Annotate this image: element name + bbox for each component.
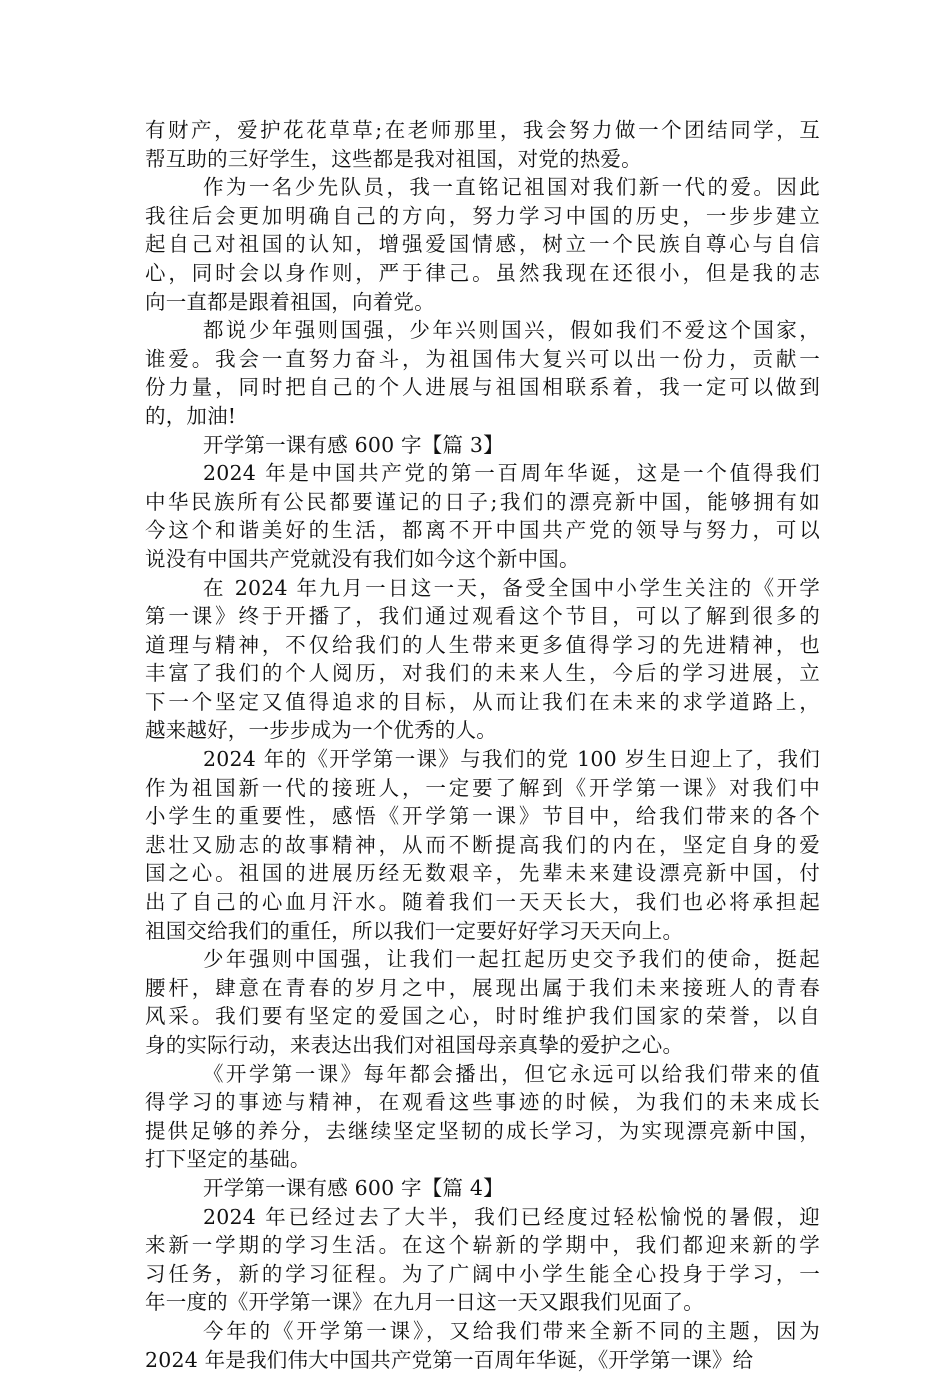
paragraph-line: 的，加油! [145, 403, 237, 428]
paragraph [145, 1060, 820, 1174]
paragraph-line: 来新一学期的学习生活。在这个崭新的学期中，我们都迎来新的学 [145, 1233, 820, 1258]
paragraph [145, 173, 820, 316]
paragraph-line: 都说少年强则国强，少年兴则国兴，假如我们不爱这个国家， [203, 318, 820, 343]
paragraph-line: 作为祖国新一代的接班人，一定要了解到《开学第一课》对我们中 [145, 775, 820, 800]
paragraph-line: 祖国交给我们的重任，所以我们一定要好好学习天天向上。 [145, 918, 684, 943]
paragraph-line: 在 2024 年九月一日这一天，备受全国中小学生关注的《开学 [203, 575, 820, 600]
paragraph-line: 我往后会更加明确自己的方向，努力学习中国的历史，一步步建立 [145, 203, 820, 228]
paragraph-line: 《开学第一课》每年都会播出，但它永远可以给我们带来的值 [203, 1061, 820, 1086]
paragraph-line: 说没有中国共产党就没有我们如今这个新中国。 [145, 546, 580, 571]
paragraph-line: 得学习的事迹与精神，在观看这些事迹的时候，为我们的未来成长 [145, 1090, 820, 1115]
paragraph [145, 574, 820, 746]
paragraph-line: 越来越好，一步步成为一个优秀的人。 [145, 718, 497, 743]
paragraph-line: 谁爱。我会一直努力奋斗，为祖国伟大复兴可以出一份力，贡献一 [145, 346, 820, 371]
paragraph-line: 中华民族所有公民都要谨记的日子;我们的漂亮新中国，能够拥有如 [145, 489, 820, 514]
paragraph-line: 2024 年是我们伟大中国共产党第一百周年华诞，《开学第一课》给 [145, 1347, 754, 1372]
paragraph-line: 2024 年已经过去了大半，我们已经度过轻松愉悦的暑假，迎 [203, 1204, 820, 1229]
section-heading [145, 431, 820, 460]
paragraph [145, 316, 820, 430]
paragraph-line: 帮互助的三好学生，这些都是我对祖国，对党的热爱。 [145, 146, 642, 171]
paragraph-line: 提供足够的养分，去继续坚定坚韧的成长学习，为实现漂亮新中国， [145, 1118, 820, 1143]
paragraph-line: 小学生的重要性，感悟《开学第一课》节目中，给我们带来的各个 [145, 804, 820, 829]
paragraph-line: 向一直都是跟着祖国，向着党。 [145, 289, 435, 314]
paragraph-line: 身的实际行动，来表达出我们对祖国母亲真挚的爱护之心。 [145, 1033, 684, 1057]
paragraph [145, 1317, 820, 1374]
document-body [145, 116, 820, 1374]
paragraph [145, 459, 820, 573]
paragraph [145, 1203, 820, 1317]
paragraph-line: 第一课》终于开播了，我们通过观看这个节目，可以了解到很多的 [145, 604, 820, 629]
paragraph-line: 2024 年的《开学第一课》与我们的党 100 岁生日迎上了，我们 [203, 747, 820, 772]
paragraph-line: 有财产，爱护花花草草;在老师那里，我会努力做一个团结同学，互 [145, 118, 820, 142]
paragraph-line: 丰富了我们的个人阅历，对我们的未来人生，今后的学习进展，立 [145, 661, 820, 686]
paragraph-line: 起自己对祖国的认知，增强爱国情感，树立一个民族自尊心与自信 [145, 232, 820, 257]
paragraph-line: 心，同时会以身作则，严于律己。虽然我现在还很小，但是我的志 [145, 260, 820, 285]
paragraph-line: 国之心。祖国的进展历经无数艰辛，先辈未来建设漂亮新中国，付 [145, 861, 820, 886]
paragraph-line: 少年强则中国强，让我们一起扛起历史交予我们的使命，挺起 [203, 947, 820, 972]
paragraph [145, 745, 820, 945]
paragraph-line: 悲壮又励志的故事精神，从而不断提高我们的内在，坚定自身的爱 [145, 832, 820, 857]
paragraph-line: 作为一名少先队员，我一直铭记祖国对我们新一代的爱。因此 [203, 175, 820, 200]
heading-text: 开学第一课有感 600 字【篇 4】 [203, 1175, 504, 1200]
paragraph-line: 出了自己的心血月汗水。随着我们一天天长大，我们也必将承担起 [145, 890, 820, 915]
paragraph-line: 打下坚定的基础。 [145, 1147, 311, 1172]
section-heading [145, 1174, 820, 1203]
paragraph-line: 腰杆，肆意在青春的岁月之中，展现出属于我们未来接班人的青春 [145, 975, 820, 1000]
paragraph-line: 习任务，新的学习征程。为了广阔中小学生能全心投身于学习，一 [145, 1261, 820, 1286]
paragraph [145, 945, 820, 1059]
paragraph-line: 道理与精神，不仅给我们的人生带来更多值得学习的先进精神，也 [145, 632, 820, 657]
paragraph-line: 份力量，同时把自己的个人进展与祖国相联系着，我一定可以做到 [145, 375, 820, 400]
paragraph-line: 风采。我们要有坚定的爱国之心，时时维护我们国家的荣誉，以自 [145, 1004, 820, 1029]
heading-text: 开学第一课有感 600 字【篇 3】 [203, 432, 504, 457]
paragraph-line: 今这个和谐美好的生活，都离不开中国共产党的领导与努力，可以 [145, 518, 820, 543]
paragraph-line: 2024 年是中国共产党的第一百周年华诞，这是一个值得我们 [203, 461, 820, 486]
paragraph [145, 116, 820, 173]
paragraph-line: 年一度的《开学第一课》在九月一日这一天又跟我们见面了。 [145, 1290, 704, 1315]
paragraph-line: 今年的《开学第一课》，又给我们带来全新不同的主题，因为 [203, 1318, 820, 1343]
paragraph-line: 下一个坚定又值得追求的目标，从而让我们在未来的求学道路上， [145, 689, 820, 714]
